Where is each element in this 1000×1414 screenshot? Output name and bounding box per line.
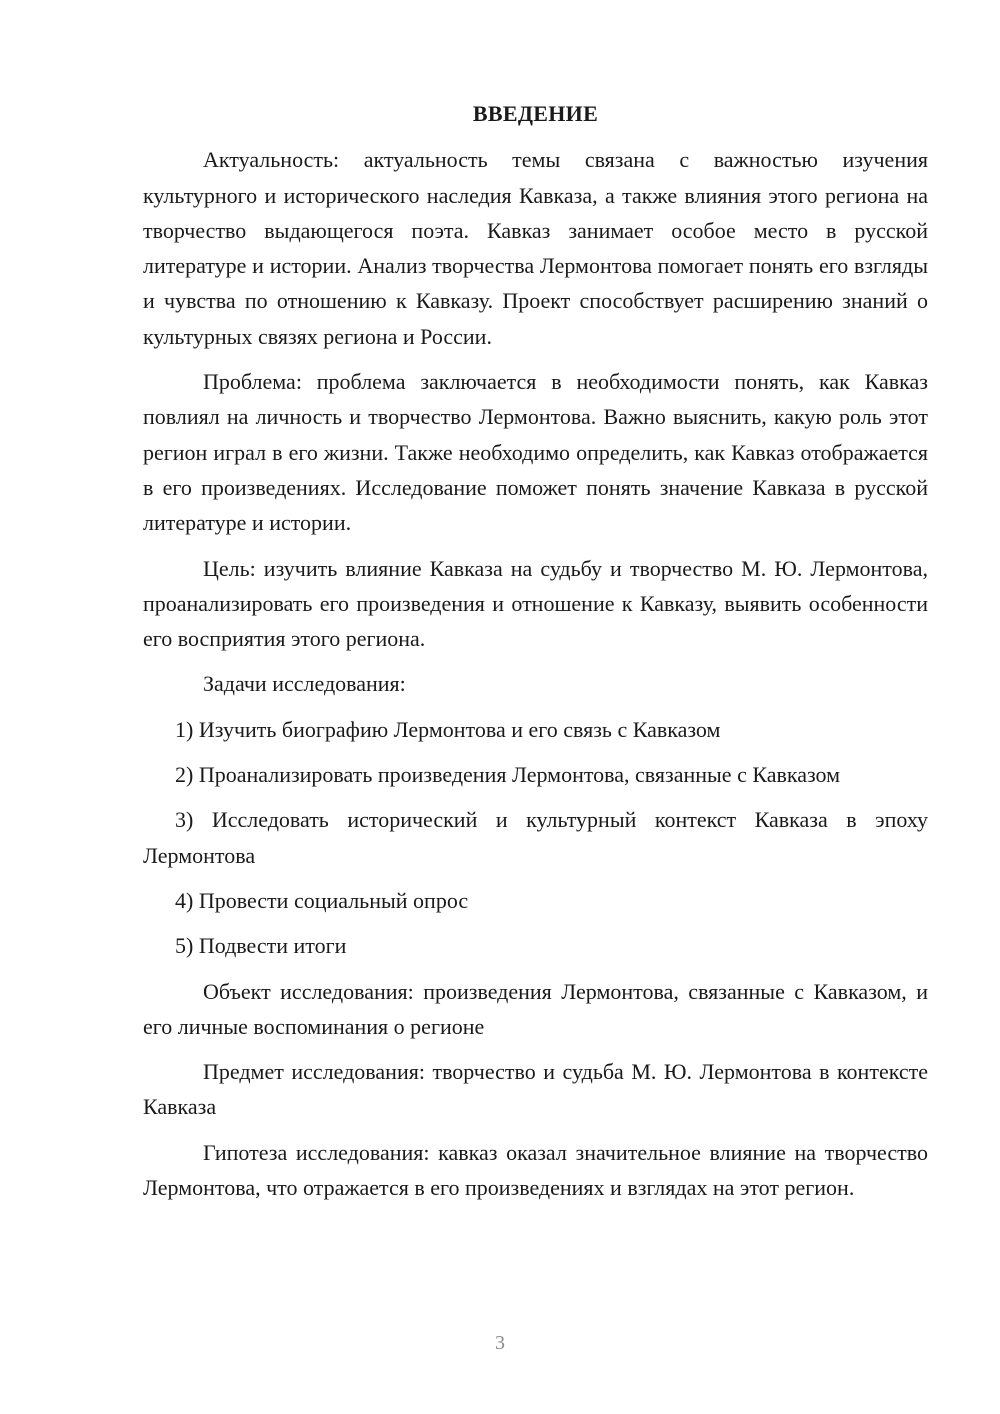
paragraph-problem: Проблема: проблема заключается в необходимости понять, как Кавказ повлиял на личность и творчество Лермонтова. Важно выяснить, какую роль этот регион играл в его жизни. Также необходимо определить, как Кавказ отображается в его произведениях. Исследование поможет понять значение Кавказа в русской литературе и истории. xyxy=(143,369,928,536)
paragraph-object: Объект исследования: произведения Лермонтова, связанные с Кавказом, и его личные воспоминания о регионе xyxy=(143,978,928,1039)
paragraph-goal: Цель: изучить влияние Кавказа на судьбу и творчество М. Ю. Лермонтова, проанализировать его произведения и отношение к Кавказу, выявить особенности его восприятия этого региона. xyxy=(143,555,928,652)
paragraph-relevance: Актуальность: актуальность темы связана с важностью изучения культурного и исторического наследия Кавказа, а также влияния этого региона на творчество выдающегося поэта. Кавказ занимает особое место в русской литературе и истории. Анализ творчества Лермонтова помогает понять его взгляды и чувства по отношению к Кавказу. Проект способствует расширению знаний о культурных связях региона и России. xyxy=(143,147,928,349)
task-item-1: 1) Изучить биографию Лермонтова и его связь с Кавказом xyxy=(175,716,721,742)
task-item-3: 3) Исследовать исторический и культурный контекст Кавказа в эпоху Лермонтова xyxy=(143,807,928,868)
paragraph-subject: Предмет исследования: творчество и судьба М. Ю. Лермонтова в контексте Кавказа xyxy=(143,1059,928,1120)
task-item-5: 5) Подвести итоги xyxy=(175,933,347,959)
task-item-4: 4) Провести социальный опрос xyxy=(175,887,469,913)
tasks-heading: Задачи исследования: xyxy=(203,671,406,697)
page-number: 3 xyxy=(495,1332,505,1354)
task-item-2: 2) Проанализировать произведения Лермонтова, связанные с Кавказом xyxy=(175,762,841,788)
document-page xyxy=(143,96,928,1215)
paragraph-hypothesis: Гипотеза исследования: кавказ оказал значительное влияние на творчество Лермонтова, что отражается в его произведениях и взглядах на этот регион. xyxy=(143,1139,928,1201)
page-title: ВВЕДЕНИЕ xyxy=(472,101,599,126)
